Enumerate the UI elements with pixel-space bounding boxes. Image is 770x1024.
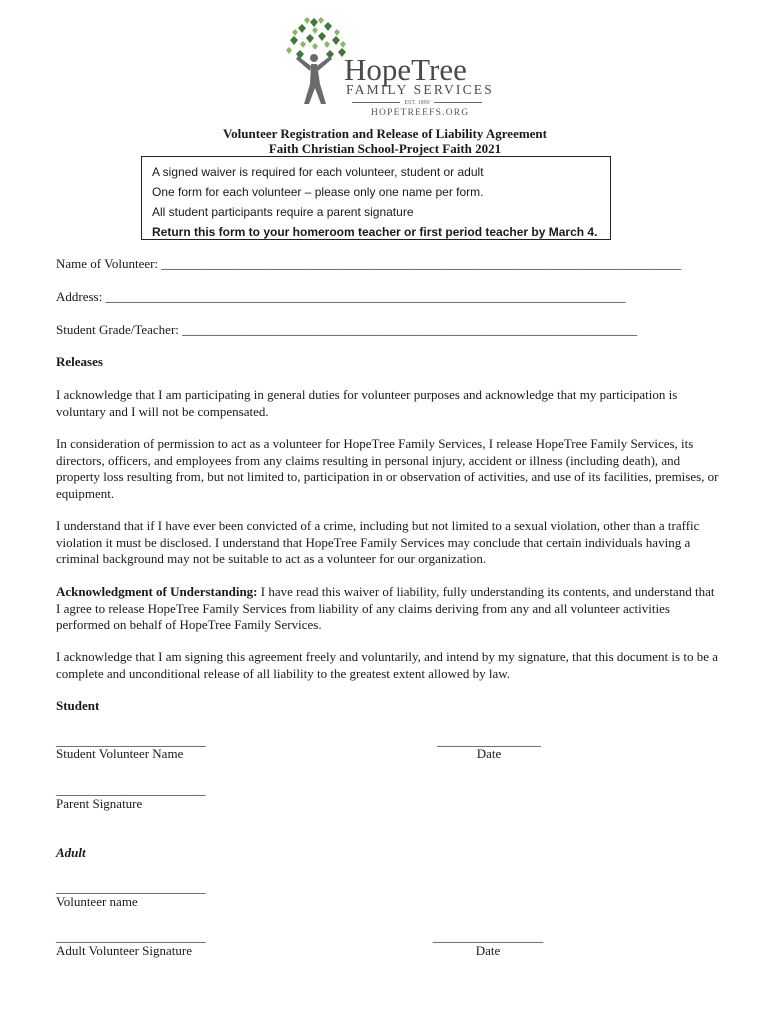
- volunteer-name-field[interactable]: Name of Volunteer: ________________________________________________________________________________: [56, 256, 682, 271]
- adult-name-line[interactable]: _______________________: [56, 880, 206, 895]
- release-paragraph: In consideration of permission to act as a volunteer for HopeTree Family Services, I release HopeTree Family Services, its directors, officers, and employees from any claims resulting in personal injury, accident or illness (including death), and property loss resulting from, but not limited to, participation in or observation of activities, and use of its facilities, premises, or equipment.: [56, 436, 719, 501]
- adult-date-label: Date: [475, 943, 501, 958]
- student-name-label: Student Volunteer Name: [56, 746, 184, 761]
- release-paragraph: I acknowledge that I am signing this agreement freely and voluntarily, and intend by my signature, that this document is to be a complete and unconditional release of all liability to the greatest extent allowed by law.: [56, 649, 718, 681]
- release-paragraph: I understand that if I have ever been convicted of a crime, including but not limited to a sexual violation, other than a traffic violation it must be disclosed. I understand that HopeTree Family Services may conclude that certain individuals having a criminal background may not be suitable to act as a volunteer for our organization.: [56, 518, 700, 566]
- release-paragraph: I acknowledge that I am participating in general duties for volunteer purposes and acknowledge that my participation is voluntary and I will not be compensated.: [56, 387, 678, 419]
- parent-signature-line[interactable]: _______________________: [56, 782, 206, 797]
- student-date-line[interactable]: ________________: [437, 733, 541, 748]
- hopetree-logo: [280, 14, 500, 120]
- document-title: Volunteer Registration and Release of Liability Agreement: [222, 126, 547, 141]
- student-date-label: Date: [476, 746, 502, 761]
- grade-teacher-field[interactable]: Student Grade/Teacher: ______________________________________________________________________: [56, 322, 638, 337]
- releases-heading: Releases: [56, 354, 103, 369]
- logo-url: HOPETREEFS.ORG: [371, 108, 470, 118]
- acknowledgment-label: Acknowledgment of Understanding:: [56, 584, 258, 599]
- logo-subtitle: FAMILY SERVICES: [346, 82, 494, 97]
- address-field[interactable]: Address: ________________________________________________________________________________: [56, 289, 626, 304]
- acknowledgment-text: I have read this waiver of liability, fully understanding its contents, and understand that I agree to release HopeTree Family Services from liability of any claims deriving from any and all volunteer activities performed on behalf of HopeTree Family Services.: [56, 584, 715, 632]
- notice-box: [141, 156, 611, 240]
- logo-est: EST. 1890: [346, 100, 488, 106]
- student-heading: Student: [56, 698, 100, 713]
- notice-return-instruction: Return this form to your homeroom teacher or first period teacher by March 4.: [152, 225, 598, 239]
- tree-icon: [280, 14, 350, 114]
- logo-brand: HopeTree: [344, 52, 467, 87]
- notice-line: All student participants require a parent signature: [152, 205, 414, 219]
- document-title-block: [0, 126, 770, 156]
- notice-line: A signed waiver is required for each volunteer, student or adult: [152, 165, 484, 179]
- acknowledgment-paragraph: [56, 584, 722, 634]
- student-name-line[interactable]: _______________________: [56, 733, 206, 748]
- adult-signature-label: Adult Volunteer Signature: [56, 943, 193, 958]
- notice-line: One form for each volunteer – please only one name per form.: [152, 185, 484, 199]
- document-subtitle: Faith Christian School-Project Faith 2021: [268, 141, 502, 156]
- parent-signature-label: Parent Signature: [56, 796, 143, 811]
- adult-name-label: Volunteer name: [56, 894, 138, 909]
- adult-heading: Adult: [56, 845, 86, 860]
- adult-date-line[interactable]: _________________: [432, 929, 544, 944]
- adult-signature-line[interactable]: _______________________: [56, 929, 206, 944]
